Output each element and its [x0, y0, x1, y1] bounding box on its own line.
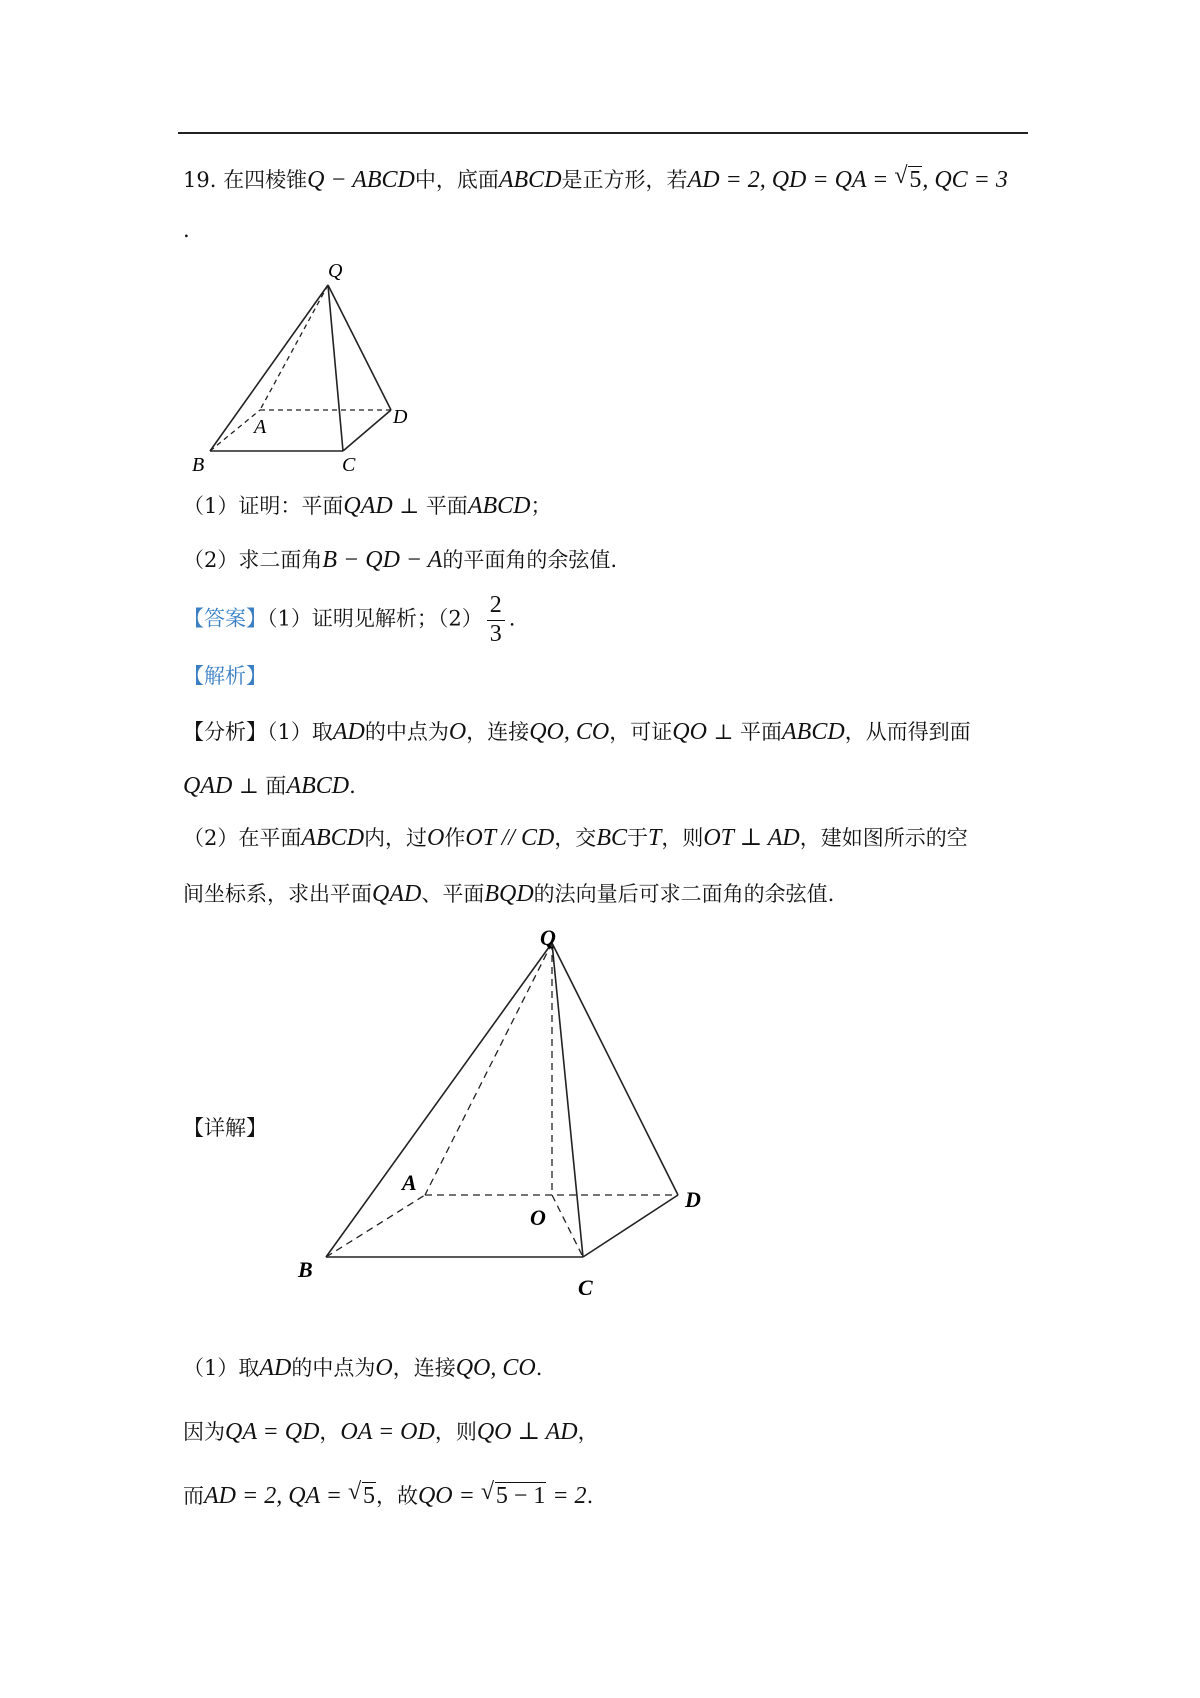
question-text: ；	[530, 494, 552, 518]
solution-text: .	[586, 1484, 594, 1508]
analysis-line-1	[183, 720, 971, 744]
solution-text: ，则	[434, 1420, 477, 1444]
solution-line-1	[183, 1356, 542, 1380]
analysis-text: 内，过	[364, 826, 428, 850]
fraction-denominator: 3	[489, 620, 502, 647]
problem-text: 在四棱锥	[223, 168, 308, 192]
solution-text: .	[535, 1356, 543, 1380]
math: QA = QD	[225, 1419, 320, 1445]
analysis-text: ⊥ 面	[232, 774, 287, 798]
math: QO	[672, 719, 707, 745]
analysis-text: 于	[626, 826, 648, 850]
edge-BA-hidden	[326, 1195, 425, 1257]
math: QAD	[372, 881, 422, 907]
edge-QB	[210, 285, 328, 451]
answer-tag: 【答案】	[183, 606, 267, 631]
math: QAD	[183, 773, 233, 799]
solution-text: ，连接	[392, 1356, 456, 1380]
jiexi-tag: 【解析】	[183, 664, 267, 688]
solution-text: ，	[577, 1420, 599, 1444]
analysis-text: ，可证	[609, 720, 673, 744]
question-text: （2）求二面角	[183, 548, 323, 572]
problem-text: 是正方形，若	[561, 168, 688, 192]
math: AD	[332, 719, 365, 745]
math: OT // CD	[465, 825, 555, 851]
math-conditions: AD = 2, QD = QA =	[687, 167, 895, 193]
problem-period: .	[183, 218, 190, 242]
analysis-text: （2）在平面	[183, 826, 302, 850]
math: BC	[596, 825, 627, 851]
math: OT ⊥ AD	[703, 825, 800, 851]
edge-CD	[343, 410, 391, 451]
question-text: 的平面角的余弦值.	[442, 548, 618, 572]
edge-CD	[583, 1195, 678, 1257]
analysis-text: ，从而得到面	[844, 720, 971, 744]
math: = 2	[546, 1483, 587, 1509]
solution-text: ，	[319, 1420, 341, 1444]
problem-number: 19.	[183, 168, 217, 192]
solution-text: 而	[183, 1484, 204, 1508]
math-pyramid: Q − ABCD	[307, 167, 415, 193]
edge-QA-hidden	[425, 943, 552, 1195]
edge-QB	[326, 943, 552, 1257]
solution-line-3	[183, 1479, 594, 1509]
analysis-text: ⊥ 平面	[706, 720, 783, 744]
label-B: B	[192, 454, 205, 476]
analysis-text: （1）取	[267, 720, 333, 744]
detail-tag: 【详解】	[183, 1116, 267, 1140]
math: QO, CO	[529, 719, 610, 745]
label-C: C	[342, 454, 356, 476]
label-B: B	[298, 1257, 313, 1282]
math: AD	[259, 1355, 292, 1381]
sqrt-arg: 5	[362, 1483, 375, 1509]
answer-line	[183, 592, 515, 648]
top-rule	[178, 132, 1028, 134]
math: QO =	[417, 1483, 481, 1509]
analysis-text: ，则	[661, 826, 704, 850]
question-text: 平面	[425, 494, 468, 518]
sqrt-expression: √ 5	[347, 1479, 375, 1509]
perp-symbol: ⊥	[392, 494, 426, 518]
math: AD = 2, QA =	[204, 1483, 348, 1509]
question-2	[183, 548, 617, 572]
math: ABCD	[782, 719, 845, 745]
solution-line-2	[183, 1420, 599, 1444]
answer-text: .	[508, 606, 516, 631]
math: ABCD	[286, 773, 350, 799]
solution-text: 因为	[183, 1420, 225, 1444]
analysis-text: .	[349, 774, 356, 798]
math-conditions: , QC = 3	[922, 167, 1008, 193]
solution-text: ，故	[375, 1484, 418, 1508]
edge-QC	[552, 943, 583, 1257]
edge-QA-hidden	[260, 285, 328, 410]
math-plane: QAD	[343, 493, 393, 519]
sqrt-expression: √ 5 − 1	[480, 1479, 546, 1509]
label-Q: Q	[328, 260, 343, 282]
math-base: ABCD	[498, 167, 562, 193]
edge-QD	[552, 943, 678, 1195]
math: ABCD	[301, 825, 365, 851]
analysis-text: ，交	[554, 826, 597, 850]
problem-text: 中，底面	[414, 168, 499, 192]
analysis-line-4	[183, 882, 834, 906]
math: BQD	[484, 881, 534, 907]
label-A: A	[254, 416, 267, 438]
math: QO ⊥ AD	[476, 1419, 578, 1445]
question-1	[183, 494, 551, 518]
label-A: A	[402, 1170, 417, 1195]
analysis-text: 作	[444, 826, 466, 850]
label-O: O	[530, 1205, 546, 1230]
analysis-text: 的中点为	[364, 720, 449, 744]
math-dihedral: B − QD − A	[322, 547, 443, 573]
math-plane: ABCD	[467, 493, 531, 519]
analysis-text: 的法向量后可求二面角的余弦值.	[533, 882, 835, 906]
label-C: C	[578, 1275, 593, 1300]
sqrt-expression: √ 5	[894, 163, 922, 193]
label-D: D	[685, 1187, 701, 1212]
math: QO, CO	[455, 1355, 536, 1381]
fraction-numerator: 2	[487, 592, 505, 621]
sqrt-arg: 5	[909, 167, 922, 193]
analysis-text: 、平面	[421, 882, 485, 906]
math: O	[375, 1355, 393, 1381]
solution-text: （1）取	[183, 1356, 260, 1380]
math: T	[647, 825, 662, 851]
question-text: （1）证明：平面	[183, 494, 344, 518]
math: OA = OD	[340, 1419, 435, 1445]
analysis-line-2	[183, 774, 356, 798]
sqrt-arg: 5 − 1	[495, 1483, 546, 1509]
analysis-text: 间坐标系，求出平面	[183, 882, 372, 906]
answer-fraction	[487, 592, 505, 648]
pyramid-figure-1	[180, 255, 440, 480]
solution-text: 的中点为	[291, 1356, 376, 1380]
math: O	[448, 719, 467, 745]
analysis-tag: 【分析】	[183, 720, 267, 744]
label-D: D	[393, 406, 408, 428]
pyramid-figure-2	[290, 925, 730, 1325]
analysis-line-3	[183, 826, 968, 850]
analysis-text: ，连接	[466, 720, 530, 744]
label-Q: Q	[540, 925, 556, 950]
answer-text: （1）证明见解析；（2）	[267, 606, 483, 631]
problem-statement	[183, 163, 1008, 193]
math: O	[427, 825, 445, 851]
analysis-text: ，建如图所示的空	[799, 826, 968, 850]
